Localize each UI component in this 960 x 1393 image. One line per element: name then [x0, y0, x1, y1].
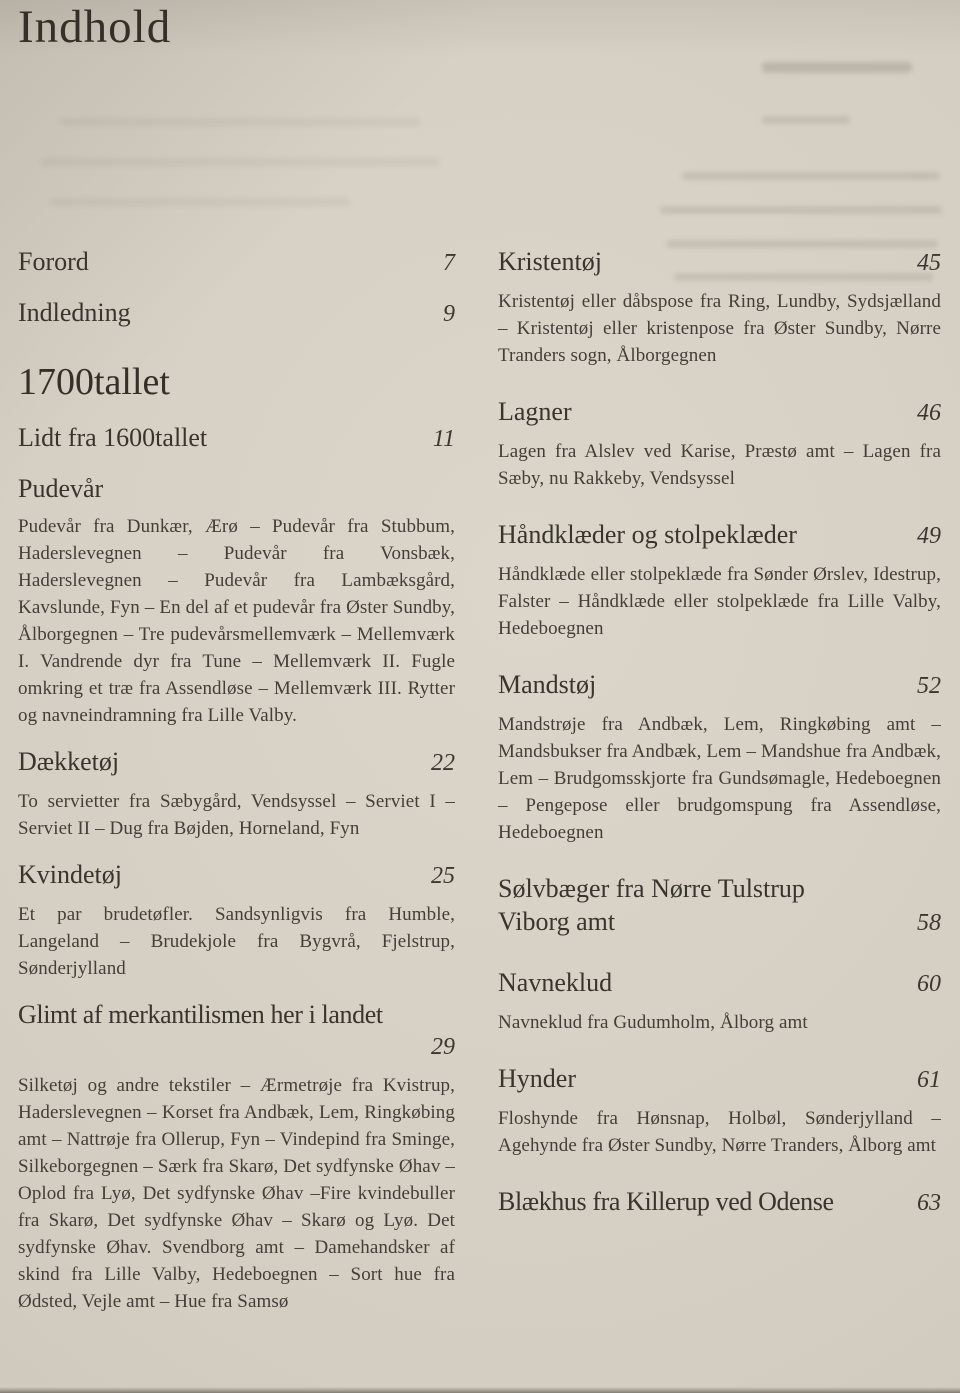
entry-page-number: 9: [443, 301, 455, 327]
bleed-through-text: [40, 110, 460, 240]
entry-page-number: 22: [431, 750, 455, 776]
bleed-line: [50, 198, 350, 206]
entry-page-number: 25: [431, 863, 455, 889]
entry-label: Kristentøj: [498, 247, 602, 276]
chapter-heading-1700tallet: 1700tallet: [18, 361, 170, 403]
toc-entry-description: Floshynde fra Hønsnap, Holbøl, Sønderjylland – Agehynde fra Øster Sundby, Nørre Tranders, Ålborg amt: [498, 1108, 941, 1156]
bleed-line: [60, 118, 420, 126]
page-title: Indhold: [18, 1, 172, 53]
entry-label: Forord: [18, 247, 89, 276]
entry-page-number: 60: [917, 971, 941, 997]
toc-entry-description: Mandstrøje fra Andbæk, Lem, Ringkøbing amt – Mandsbukser fra Andbæk, Lem – Mandshue fra Andbæk, Lem – Brudgomsskjorte fra Gundsømagle, Hedeboegnen – Pengepose eller brudgomspung fra Assendløse, Hedeboegnen: [498, 714, 941, 843]
toc-entry-lagner: [498, 395, 941, 430]
entry-label: Mandstøj: [498, 670, 597, 699]
toc-entry-haandklaeder: [498, 518, 941, 553]
entry-page-number: 11: [432, 426, 455, 452]
bleed-line: [762, 116, 850, 124]
entry-page-number: 49: [917, 523, 941, 549]
toc-entry-description: Navneklud fra Gudumholm, Ålborg amt: [498, 1012, 808, 1033]
toc-entry-blaekhus: [498, 1185, 941, 1220]
toc-heading-pudevaar: [18, 472, 455, 505]
entry-label: Dækketøj: [18, 747, 120, 776]
entry-label: Hynder: [498, 1064, 576, 1093]
entry-label: Blækhus fra Killerup ved Odense: [498, 1187, 834, 1216]
toc-entry-kvindetoej: [18, 858, 455, 893]
toc-entry-description: Kristentøj eller dåbspose fra Ring, Lundby, Sydsjælland – Kristentøj eller kristenpose fra Øster Sundby, Nørre Tranders sogn, Ålborgegnen: [498, 291, 941, 366]
toc-entry-lidt-fra-1600tallet: [18, 421, 455, 456]
bleed-line: [660, 206, 942, 214]
entry-page-number: 46: [917, 400, 941, 426]
toc-entry-description: Silketøj og andre tekstiler – Ærmetrøje fra Kvistrup, Haderslevegnen – Korset fra Andbæk, Lem, Ringkøbing amt – Nattrøje fra Ollerup, Fyn – Vindepind fra Sminge, Silkeborgegnen – Særk fra Skarø, Det sydfynske Øhav – Oplod fra Lyø, Det sydfynske Øhav –Fire kvindebuller fra Skarø, Det sydfynske Øhav – Skarø og Lyø. Det sydfynske Øhav. Svendborg amt – Damehandsker af skind fra Lille Valby, Hedeboegnen – Sort hue fra Ødsted, Vejle amt – Hue fra Samsø: [18, 1075, 455, 1312]
toc-entry-soelvbaeger: [498, 872, 941, 940]
toc-right-column: [498, 245, 941, 1228]
toc-left-column: [18, 245, 455, 1323]
page-edge-shadow: [0, 1387, 960, 1393]
toc-entry-description: Pudevår fra Dunkær, Ærø – Pudevår fra Stubbum, Haderslevegnen – Pudevår fra Vonsbæk, Haderslevegnen – Pudevår fra Lambæksgård, Kavslunde, Fyn – En del af et pudevår fra Øster Sundby, Ålborgegnen – Tre pudevårsmellemværk – Mellemværk I. Vandrende dyr fra Tune – Mellemværk II. Fugle omkring et træ fra Assendløse – Mellemværk III. Rytter og navneindramning fra Lille Valby.: [18, 516, 455, 726]
entry-label: Navneklud: [498, 968, 613, 997]
toc-entry-forord: [18, 245, 455, 280]
bleed-line: [682, 172, 940, 180]
entry-label: Lidt fra 1600tallet: [18, 423, 208, 452]
bleed-line: [40, 158, 440, 166]
entry-label-line2: Viborg amt: [498, 907, 616, 936]
toc-entry-hynder: [498, 1062, 941, 1097]
entry-page-number: 63: [917, 1190, 941, 1216]
entry-page-number: 58: [917, 910, 941, 936]
entry-label: Håndklæder og stolpeklæder: [498, 520, 797, 549]
entry-page-number: 7: [443, 250, 455, 276]
toc-entry-description: Et par brudetøfler. Sandsynligvis fra Humble, Langeland – Brudekjole fra Bygvrå, Fjelstrup, Sønderjylland: [18, 904, 455, 979]
entry-label: Kvindetøj: [18, 860, 122, 889]
entry-label-line1: Sølvbæger fra Nørre Tulstrup: [498, 874, 805, 903]
entry-label: Glimt af merkantilismen her i landet: [18, 1000, 383, 1029]
toc-entry-kristentoej: [498, 245, 941, 280]
toc-entry-indledning: [18, 296, 455, 331]
toc-entry-mandstoej: [498, 668, 941, 703]
entry-label: Lagner: [498, 397, 572, 426]
toc-entry-description: To servietter fra Sæbygård, Vendsyssel – Serviet I – Serviet II – Dug fra Bøjden, Horneland, Fyn: [18, 791, 455, 839]
toc-entry-navneklud: [498, 966, 941, 1001]
toc-entry-description: Håndklæde eller stolpeklæde fra Sønder Ørslev, Idestrup, Falster – Håndklæde eller stolpeklæde fra Lille Valby, Hedeboegnen: [498, 564, 941, 639]
toc-entry-glimt-af-merkantilismen: [18, 998, 455, 1064]
entry-page-number: 61: [917, 1067, 941, 1093]
entry-page-number: 29: [431, 1034, 455, 1060]
entry-label: Indledning: [18, 298, 131, 327]
entry-page-number: 45: [917, 250, 941, 276]
toc-entry-description: Lagen fra Alslev ved Karise, Præstø amt – Lagen fra Sæby, nu Rakkeby, Vendsyssel: [498, 441, 941, 489]
entry-page-number: 52: [917, 673, 941, 699]
entry-label: Pudevår: [18, 474, 104, 503]
bleed-through-text: [640, 20, 950, 280]
bleed-line: [762, 62, 912, 73]
toc-entry-daekketoej: [18, 745, 455, 780]
